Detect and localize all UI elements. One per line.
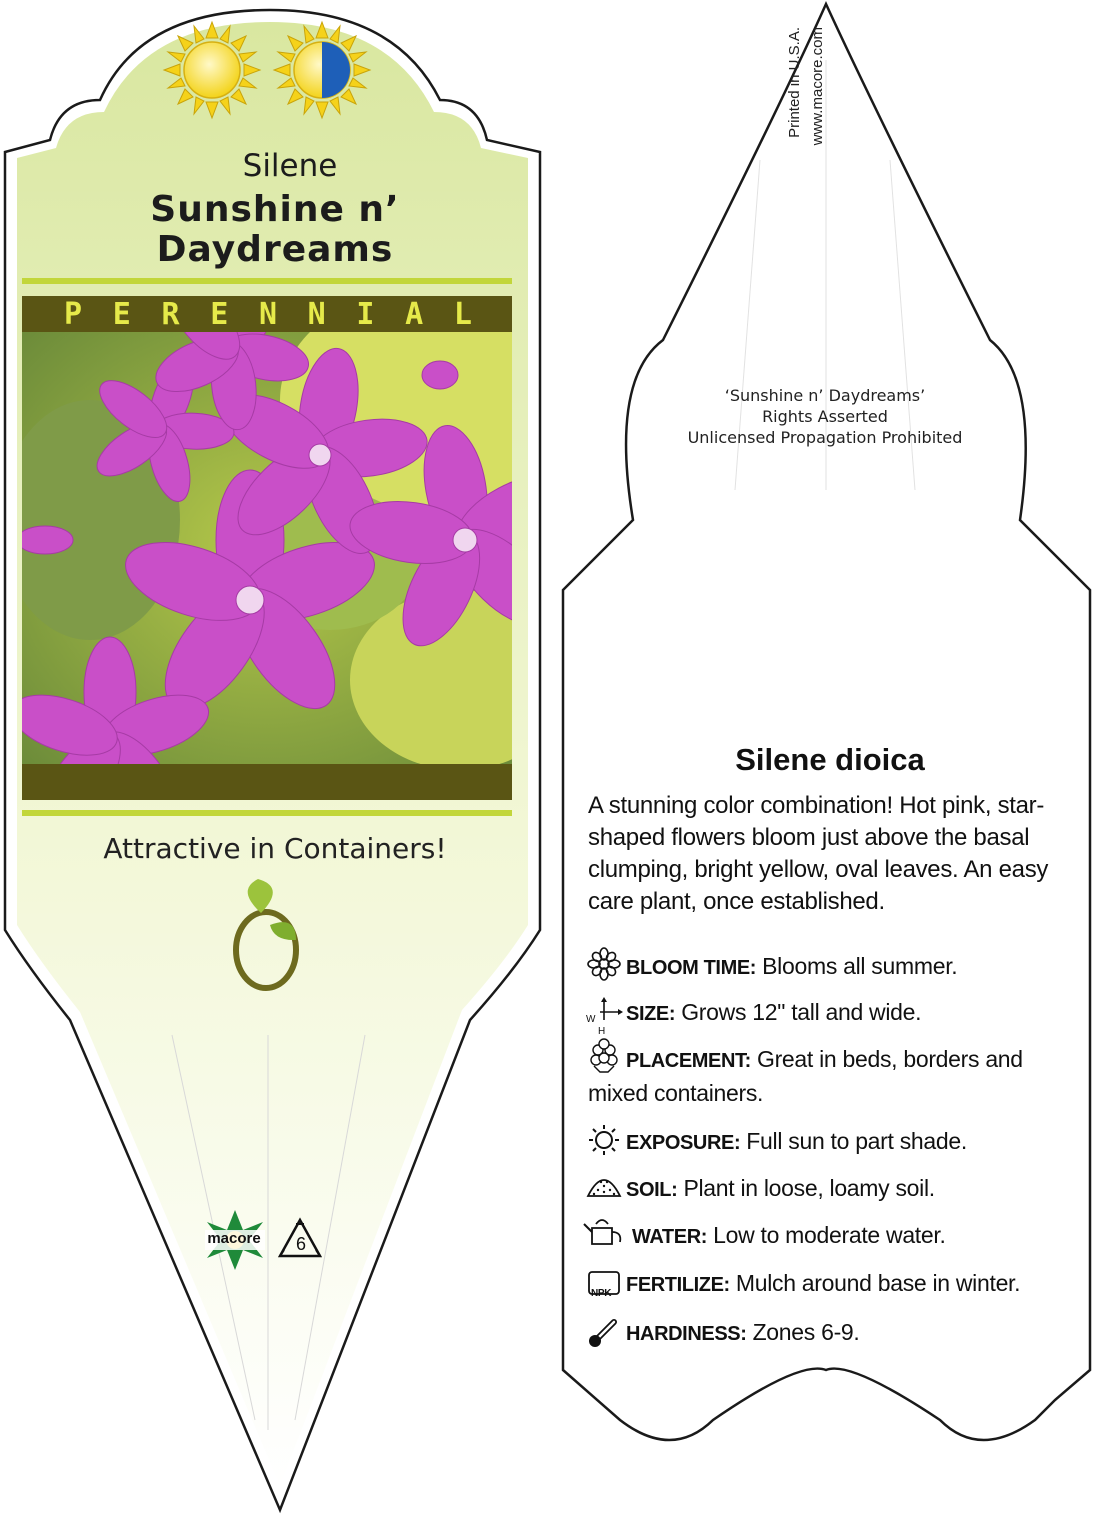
care-label: WATER: <box>632 1226 707 1248</box>
website: www.macore.com <box>809 27 826 146</box>
care-value: Mulch around base in winter. <box>735 1270 1021 1296</box>
npk-label: NPK <box>591 1287 612 1299</box>
recycle-code: 6 <box>295 1234 306 1254</box>
care-label: SOIL: <box>626 1179 678 1201</box>
type-letter: N <box>258 297 277 332</box>
brand-name: macore <box>207 1230 261 1247</box>
type-letter: R <box>161 297 180 332</box>
type-letter: I <box>356 297 375 332</box>
rights-line-1: ‘Sunshine n’ Daydreams’ <box>724 386 926 405</box>
care-value: Blooms all summer. <box>762 953 958 979</box>
care-value: Full sun to part shade. <box>746 1128 967 1154</box>
care-label: PLACEMENT: <box>626 1050 751 1072</box>
part-sun-icon <box>274 22 370 118</box>
cultivar-line-2: Daydreams <box>156 229 394 270</box>
care-soil <box>588 1172 1068 1206</box>
care-value: Great in beds, borders and mixed containers. <box>588 1046 1023 1106</box>
care-label: EXPOSURE: <box>626 1132 741 1154</box>
flower-photo <box>0 270 582 839</box>
type-letter: E <box>112 297 131 332</box>
care-hardiness <box>588 1316 1068 1350</box>
cultivar-line-1: Sunshine n’ <box>150 189 400 230</box>
size-h-label: H <box>598 1025 605 1037</box>
type-letter: L <box>453 297 472 332</box>
care-bloom-time <box>588 950 1068 984</box>
full-sun-icon <box>164 22 260 118</box>
rights-notice <box>640 385 1010 448</box>
care-placement <box>588 1043 1068 1109</box>
rights-line-2: Rights Asserted <box>762 407 888 426</box>
care-water <box>588 1219 1068 1253</box>
type-letter: N <box>307 297 326 332</box>
plant-description: A stunning color combination! Hot pink, star-shaped flowers bloom just above the basal clumping, bright yellow, oval leaves. An easy care plant, once established. <box>588 792 1049 915</box>
plant-type-label <box>22 298 512 332</box>
printed-in: Printed in U.S.A. <box>786 27 803 138</box>
care-label: FERTILIZE: <box>626 1274 730 1296</box>
care-label: SIZE: <box>626 1003 676 1025</box>
species-name: Silene dioica <box>735 742 925 777</box>
care-value: Zones 6-9. <box>752 1319 860 1345</box>
care-value: Plant in loose, loamy soil. <box>683 1175 935 1201</box>
cultivar-name <box>60 190 490 270</box>
care-label: HARDINESS: <box>626 1323 747 1345</box>
care-label: BLOOM TIME: <box>626 957 757 979</box>
rights-line-3: Unlicensed Propagation Prohibited <box>687 428 963 447</box>
print-info <box>783 27 829 287</box>
tagline: Attractive in Containers! <box>103 832 447 865</box>
size-w-label: W <box>586 1013 596 1025</box>
care-value: Grows 12" tall and wide. <box>681 999 922 1025</box>
care-fertilize <box>588 1267 1068 1301</box>
care-exposure <box>588 1125 1068 1159</box>
care-size <box>586 996 1068 1037</box>
care-value: Low to moderate water. <box>713 1222 946 1248</box>
type-letter: E <box>210 297 229 332</box>
type-letter: A <box>405 297 424 332</box>
type-letter: P <box>64 297 83 332</box>
genus-name: Silene <box>242 148 338 184</box>
